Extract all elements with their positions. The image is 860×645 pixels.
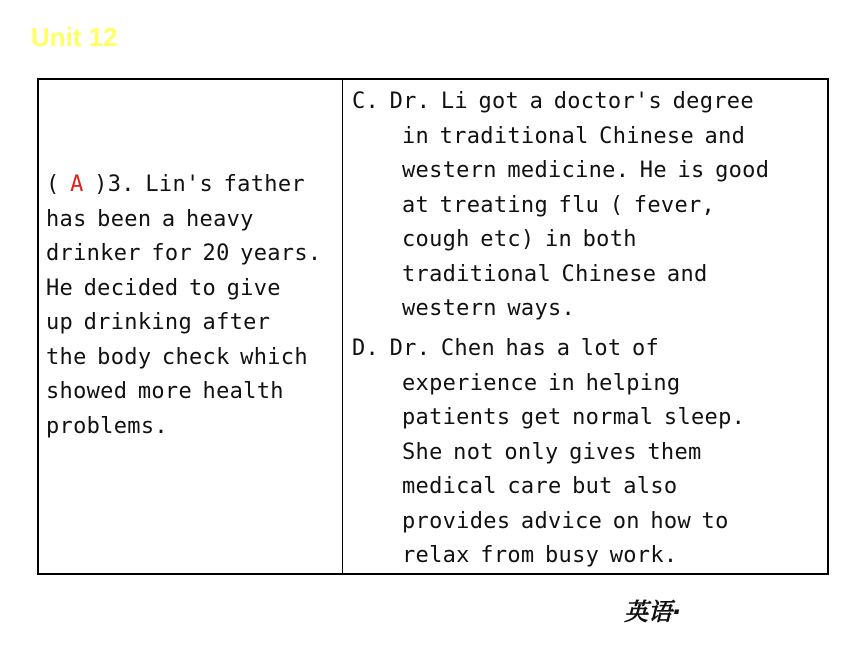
question-line: has been a heavy — [46, 206, 254, 232]
question-line: the body check which — [46, 344, 308, 370]
option-c-line: cough etc) in both — [402, 227, 637, 252]
option-d-line: patients get normal sleep. — [402, 405, 746, 430]
option-c-line: C. Dr. Li got a doctor's degree — [352, 89, 754, 114]
option-d — [352, 332, 822, 574]
unit-title: Unit 12 — [31, 22, 118, 52]
question-line: up drinking after — [46, 310, 271, 335]
option-c-line: at treating flu ( fever, — [402, 192, 716, 218]
question-line: He decided to give — [46, 275, 281, 301]
option-d-line: relax from busy work. — [402, 543, 678, 568]
question-line: showed more health — [46, 379, 284, 404]
option-c-line: western medicine. He is good — [402, 158, 770, 183]
option-c — [352, 85, 822, 327]
question-line: problems. — [46, 413, 168, 439]
subject-label: 英语· — [624, 598, 682, 626]
question-text — [46, 168, 342, 444]
option-c-line: western ways. — [402, 296, 576, 321]
options-cell — [343, 80, 827, 573]
option-c-line: traditional Chinese and — [402, 261, 708, 287]
option-d-line: She not only gives them — [402, 439, 702, 465]
exercise-table — [37, 78, 829, 575]
close-paren: ) — [83, 172, 108, 197]
answer-letter: A — [70, 172, 84, 197]
question-first-line — [46, 172, 305, 197]
option-d-line: D. Dr. Chen has a lot of — [352, 336, 660, 361]
option-d-line: medical care but also — [402, 474, 678, 499]
option-d-line: experience in helping — [402, 370, 681, 396]
option-c-line: in traditional Chinese and — [402, 123, 746, 149]
question-number-text: 3. Lin's father — [107, 172, 305, 197]
option-d-line: provides advice on how to — [402, 508, 729, 534]
open-paren: ( — [46, 172, 71, 197]
question-line: drinker for 20 years. — [46, 241, 322, 266]
question-cell — [39, 80, 343, 573]
